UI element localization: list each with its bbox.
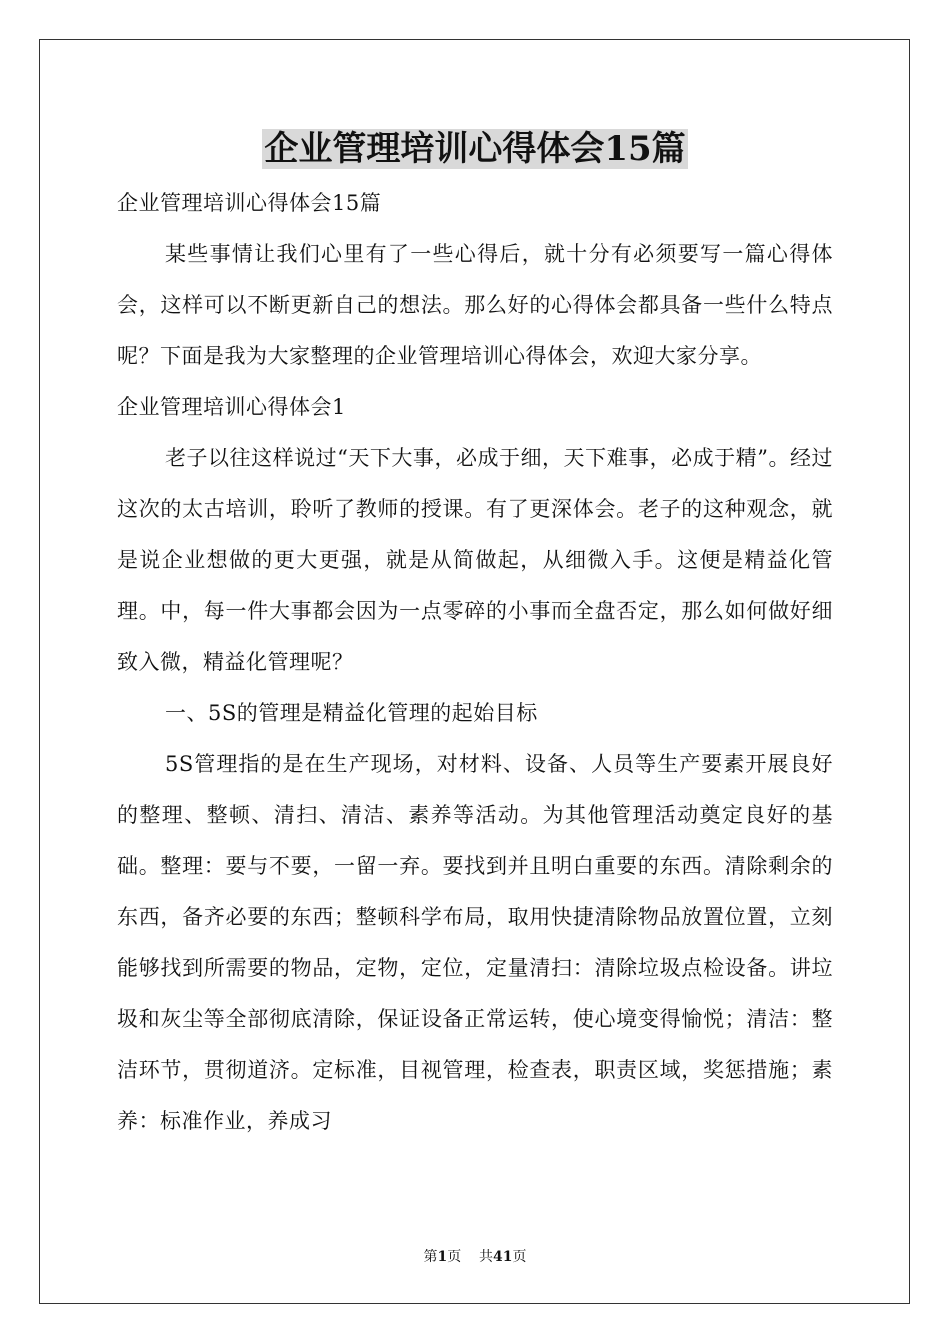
document-title-text: 企业管理培训心得体会15篇 xyxy=(264,129,686,169)
body-paragraph: 老子以往这样说过“天下大事，必成于细，天下难事，必成于精”。经过这次的太古培训，聆听了教师的授课。有了更深体会。老子的这种观念，就是说企业想做的更大更强，就是从简做起，从细微入手。这便是精益化管理。中，每一件大事都会因为一点零碎的小事而全盘否定，那么如何做好细致入微，精益化管理呢？ xyxy=(117,446,833,674)
document-body xyxy=(117,178,833,1147)
document-title xyxy=(0,124,950,174)
intro-paragraph: 某些事情让我们心里有了一些心得后，就十分有必须要写一篇心得体会，这样可以不断更新自己的想法。那么好的心得体会都具备一些什么特点呢？下面是我为大家整理的企业管理培训心得体会，欢迎大家分享。 xyxy=(117,242,833,368)
page-total: 41 xyxy=(493,1249,513,1265)
subsection-heading: 一、5S的管理是精益化管理的起始目标 xyxy=(165,701,538,725)
total-prefix: 共 xyxy=(479,1249,494,1265)
total-suffix: 页 xyxy=(512,1249,527,1265)
page-prefix: 第 xyxy=(423,1249,438,1265)
document-subtitle: 企业管理培训心得体会15篇 xyxy=(117,191,382,215)
section-heading: 企业管理培训心得体会1 xyxy=(117,395,346,419)
body-paragraph: 5S管理指的是在生产现场，对材料、设备、人员等生产要素开展良好的整理、整顿、清扫、清洁、素养等活动。为其他管理活动奠定良好的基础。整理：要与不要，一留一弃。要找到并且明白重要的东西。清除剩余的东西，备齐必要的东西；整顿科学布局，取用快捷清除物品放置位置，立刻能够找到所需要的物品，定物，定位，定量清扫：清除垃圾点检设备。讲垃圾和灰尘等全部彻底清除，保证设备正常运转，使心境变得愉悦；清洁：整洁环节，贯彻道济。定标准，目视管理，检查表，职责区域，奖惩措施；素养：标准作业，养成习 xyxy=(117,752,833,1133)
page-current: 1 xyxy=(437,1249,448,1265)
page-footer xyxy=(0,1247,950,1267)
page-suffix: 页 xyxy=(447,1249,462,1265)
